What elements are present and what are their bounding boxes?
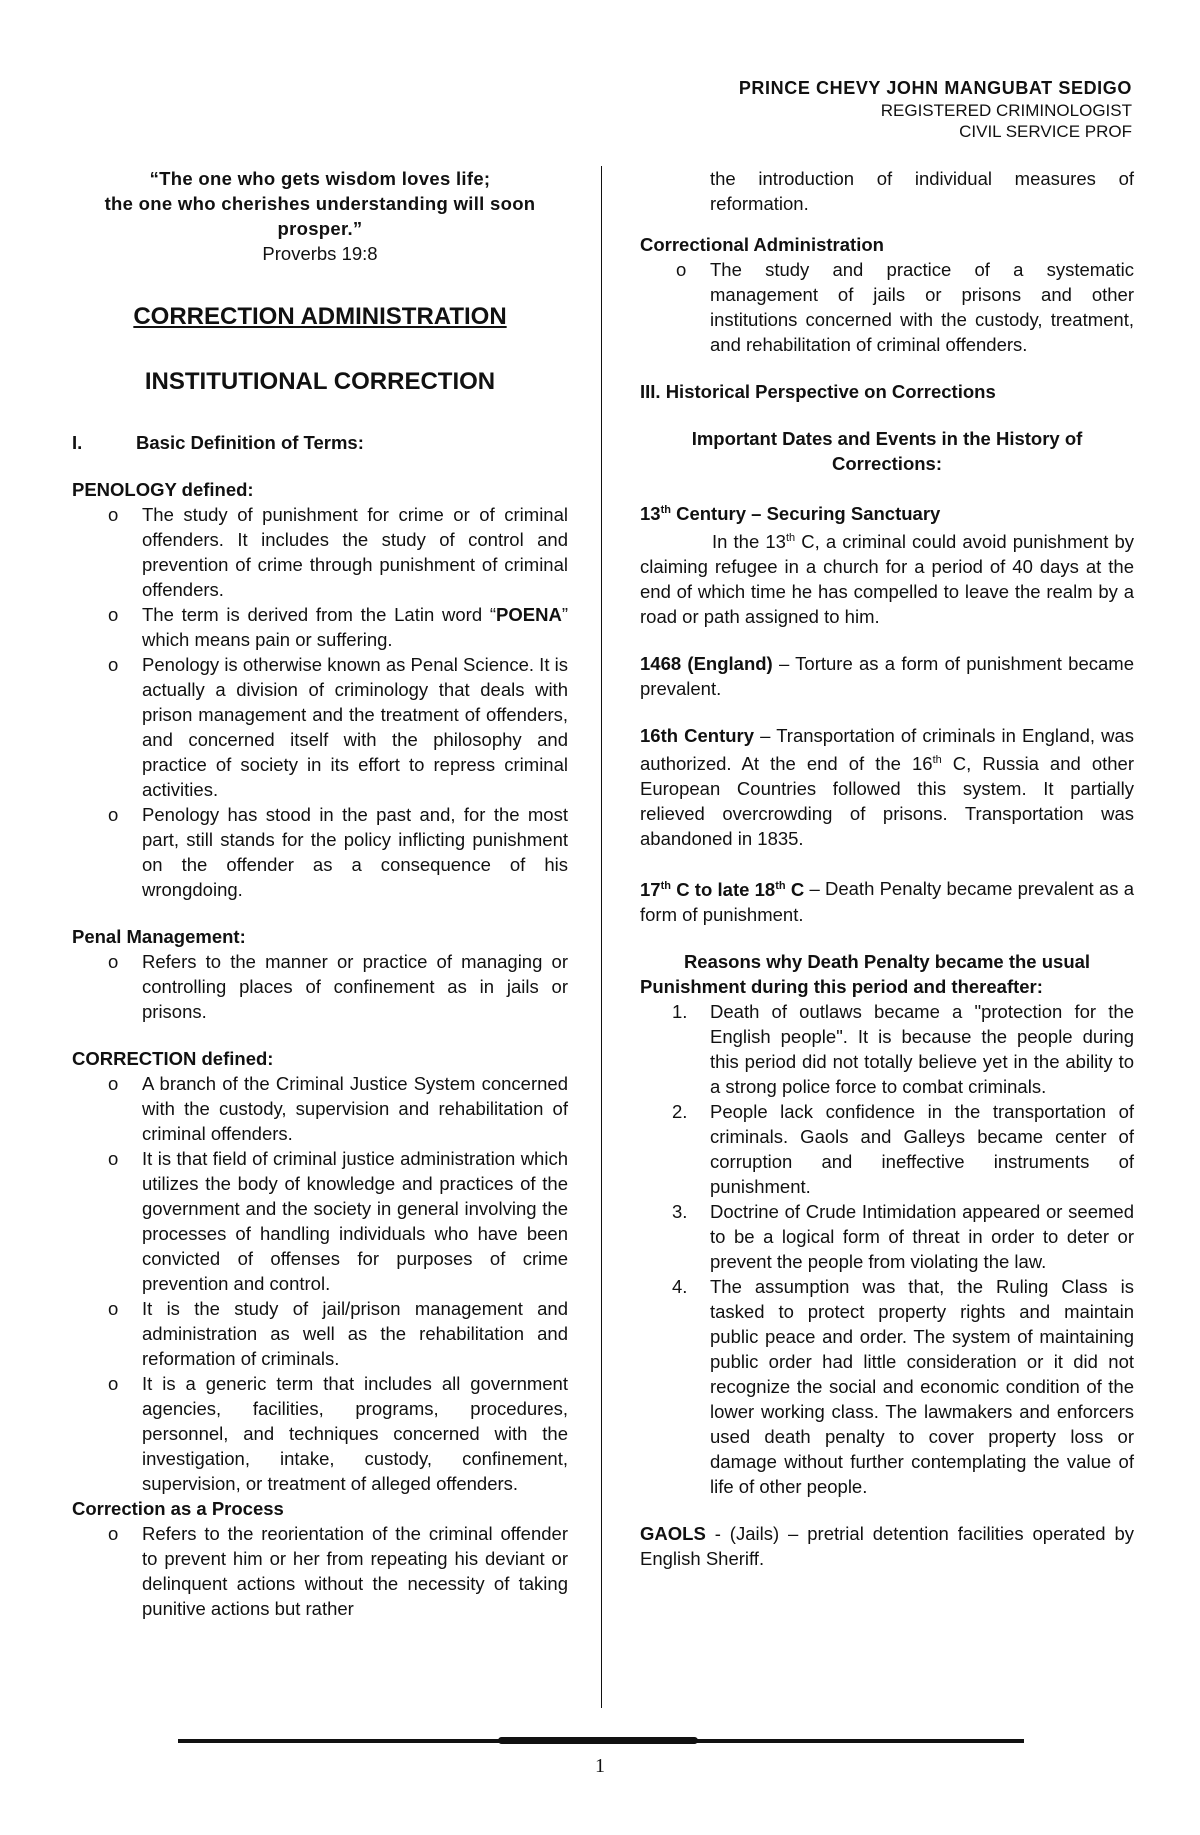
quote-line-2: the one who cherishes understanding will soon prosper.” [104, 193, 536, 239]
column-divider [601, 166, 602, 1708]
list-item: o Refers to the reorientation of the criminal offender to prevent him or her from repeating his deviant or delinquent actions without the necessity of taking punitive actions but rather [72, 1521, 568, 1621]
footer-rule [178, 1739, 1024, 1743]
c17-text: 17th C to late 18th C – Death Penalty became prevalent as a form of punishment. [640, 878, 1135, 925]
penal-management-heading: Penal Management: [72, 926, 246, 947]
correction-process-list [72, 1521, 568, 1621]
section-1-heading [72, 430, 568, 455]
reasons-list [640, 999, 1134, 1499]
correction-process-heading: Correction as a Process [72, 1498, 284, 1519]
list-item: o It is a generic term that includes all government agencies, facilities, programs, procedures, personnel, and techniques concerned with the investigation, intake, custody, confinement, supervision, or treatment of alleged offenders. [72, 1371, 568, 1496]
e1468-text: 1468 (England) – Torture as a form of punishment became prevalent. [640, 653, 1134, 700]
gaols-text: GAOLS - (Jails) – pretrial detention facilities operated by English Sheriff. [640, 1522, 1134, 1569]
penal-management-list [72, 949, 568, 1024]
document-title: CORRECTION ADMINISTRATION [133, 303, 507, 330]
document-subtitle: INSTITUTIONAL CORRECTION [144, 368, 496, 395]
reasons-heading-1: Reasons why Death Penalty became the usual [683, 950, 1091, 972]
correction-list [72, 1071, 568, 1496]
c16-text: 16th Century – Transportation of criminals in England, was authorized. At the end of the 16th C, Russia and other European Countries followed this system. It partially relieved overcrowding of prisons. Transportation was abandoned in 1835. [640, 725, 1135, 850]
penology-list [72, 502, 568, 902]
c13-heading: 13th Century – Securing Sanctuary [640, 503, 941, 525]
list-item: 4. The assumption was that, the Ruling Class is tasked to protect property rights and maintain public peace and order. The system of maintaining public order had little consideration or it did not recognize the social and economic condition of the lower working class. The lawmakers and enforcers used death penalty to cover property loss or damage without further contemplating the value of life of other people. [672, 1275, 1134, 1497]
continued-text: the introduction of individual measures of reformation. [710, 168, 1134, 214]
page-header [739, 76, 1132, 142]
dates-heading: Important Dates and Events in the History of Corrections: [691, 428, 1083, 474]
section-1-number: I. [72, 432, 83, 453]
correction-heading: CORRECTION defined: [72, 1048, 274, 1069]
list-item: o Penology is otherwise known as Penal Science. It is actually a division of criminology that deals with prison management and the treatment of offenders, and concerned itself with the philosophy and practice of society in its effort to repress criminal activities. [72, 652, 568, 802]
list-item: o The study of punishment for crime or of criminal offenders. It includes the study of control and prevention of crime through punishment of criminal offenders. [72, 502, 568, 602]
list-item: o It is that field of criminal justice administration which utilizes the body of knowledge and practices of the government and the society in general involving the processes of handling individuals who have been convicted of offenses for purposes of crime prevention and control. [72, 1146, 568, 1296]
section-1-title: Basic Definition of Terms: [136, 432, 364, 453]
author-title-2: CIVIL SERVICE PROF [959, 122, 1132, 141]
list-item: o It is the study of jail/prison management and administration as well as the rehabilitation and reformation of criminals. [72, 1296, 568, 1371]
penology-heading: PENOLOGY defined: [72, 479, 254, 500]
list-item: o Refers to the manner or practice of managing or controlling places of confinement as in jails or prisons. [72, 949, 568, 1024]
c13-text: In the 13th C, a criminal could avoid punishment by claiming refugee in a church for a period of 40 days at the end of which time he has compelled to leave the realm by a road or path assigned to him. [640, 531, 1134, 628]
left-column [72, 166, 568, 1621]
reasons-heading-2: Punishment during this period and thereafter: [640, 975, 1043, 997]
list-item: o The study and practice of a systematic management of jails or prisons and other institutions concerned with the custody, treatment, and rehabilitation of criminal offenders. [640, 257, 1134, 357]
author-name: PRINCE CHEVY JOHN MANGUBAT SEDIGO [738, 78, 1132, 98]
section-3-heading: III. Historical Perspective on Corrections [640, 381, 996, 402]
list-item: 1. Death of outlaws became a "protection for the English people". It is because the people during this period did not totally believe yet in the ability to a strong police force to combat criminals. [672, 1000, 1134, 1097]
list-item: 2. People lack confidence in the transportation of criminals. Gaols and Galleys became center of corruption and ineffective instruments of punishment. [672, 1100, 1134, 1197]
list-item: o Penology has stood in the past and, for the most part, still stands for the policy inflicting punishment on the offender as a consequence of his wrongdoing. [72, 802, 568, 902]
quote-line-1: “The one who gets wisdom loves life; [149, 168, 491, 189]
correctional-administration-heading: Correctional Administration [640, 234, 884, 255]
quote-reference: Proverbs 19:8 [262, 243, 378, 264]
list-item: 3. Doctrine of Crude Intimidation appeared or seemed to be a logical form of threat in order to deter or prevent the people from violating the law. [672, 1200, 1134, 1272]
correctional-administration-list [640, 257, 1134, 357]
list-item: o A branch of the Criminal Justice System concerned with the custody, supervision and rehabilitation of criminal offenders. [72, 1071, 568, 1146]
list-item: o The term is derived from the Latin word “POENA” which means pain or suffering. [72, 602, 568, 652]
author-title-1: REGISTERED CRIMINOLOGIST [880, 101, 1132, 120]
page-number: 1 [595, 1755, 605, 1777]
right-column [640, 166, 1134, 1571]
